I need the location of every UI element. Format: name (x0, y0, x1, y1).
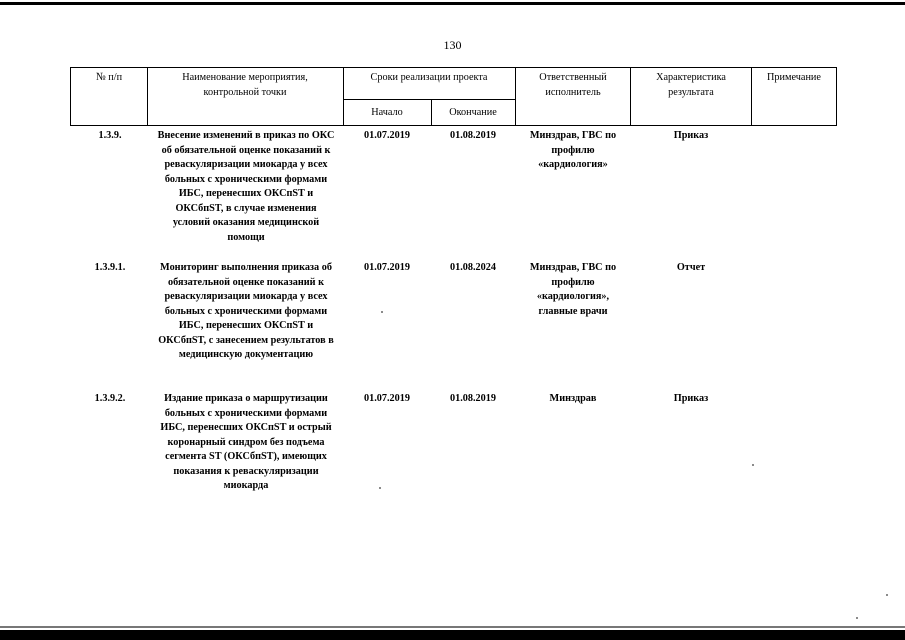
table-row-2-name: Мониторинг выполнения приказа об обязательной оценке показаний к реваскуляризации миокарда у всех больных с хроническими формами ИБС, перенесших ОКСпST и ОКСбпST, с занесением результатов в медицинскую документацию (158, 261, 334, 360)
table-row-1-name: Внесение изменений в приказ по ОКС об обязательной оценке показаний к реваскуляризации миокарда у всех больных с хроническими формами ИБС, перенесших ОКСпST и ОКСбпST, в случае изменения условий оказания медицинской помощи (157, 129, 335, 243)
period-subheader-divider (343, 99, 515, 100)
table-right-border (836, 67, 837, 126)
page-number: 130 (443, 38, 462, 52)
col-divider-1 (147, 67, 148, 126)
header-start: Начало (371, 106, 403, 118)
table-row-3-end: 01.08.2019 (449, 392, 497, 404)
header-end: Окончание (449, 106, 497, 118)
table-row-3-num: 1.3.9.2. (94, 392, 126, 404)
table-row-2-num: 1.3.9.1. (94, 261, 126, 273)
table-row-3-start: 01.07.2019 (363, 392, 411, 404)
scan-speck (381, 311, 383, 313)
table-row-2-responsible: Минздрав, ГВС по профилю «кардиология», главные врачи (529, 261, 617, 317)
scan-speck (856, 617, 858, 619)
col-divider-start-end (431, 99, 432, 126)
table-row-3-name: Издание приказа о маршрутизации больных с хроническими формами ИБС, перенесших ОКСпST и острый коронарный синдром без подъема сегмента ST (ОКСбпST), имеющих показания к реваскуляризации миокарда (160, 392, 332, 491)
table-top-border (70, 67, 836, 68)
table-row-1-num: 1.3.9. (98, 129, 122, 141)
table-row-1-end: 01.08.2019 (449, 129, 497, 141)
table-row-2-result: Отчет (676, 261, 706, 273)
col-divider-2 (343, 67, 344, 126)
table-row-2-start: 01.07.2019 (363, 261, 411, 273)
scan-speck (752, 464, 754, 466)
header-bottom-border (70, 125, 836, 126)
table-row-1-start: 01.07.2019 (363, 129, 411, 141)
table-row-3-result: Приказ (673, 392, 709, 404)
table-row-3-responsible: Минздрав (549, 392, 597, 404)
header-note: Примечание (767, 71, 821, 83)
header-period: Сроки реализации проекта (370, 71, 488, 83)
table-row-2-end: 01.08.2024 (449, 261, 497, 273)
scan-speck (886, 594, 888, 596)
header-responsible: Ответственный исполнитель (539, 71, 607, 98)
table-row-1-result: Приказ (673, 129, 709, 141)
header-name: Наименование мероприятия, контрольной точки (182, 71, 308, 98)
table-row-1-responsible: Минздрав, ГВС по профилю «кардиология» (529, 129, 617, 170)
col-divider-5 (751, 67, 752, 126)
header-num: № п/п (95, 71, 123, 83)
col-divider-4 (630, 67, 631, 126)
header-result: Характеристика результата (656, 71, 726, 98)
scan-speck (379, 487, 381, 489)
col-divider-3 (515, 67, 516, 126)
table-left-border (70, 67, 71, 126)
